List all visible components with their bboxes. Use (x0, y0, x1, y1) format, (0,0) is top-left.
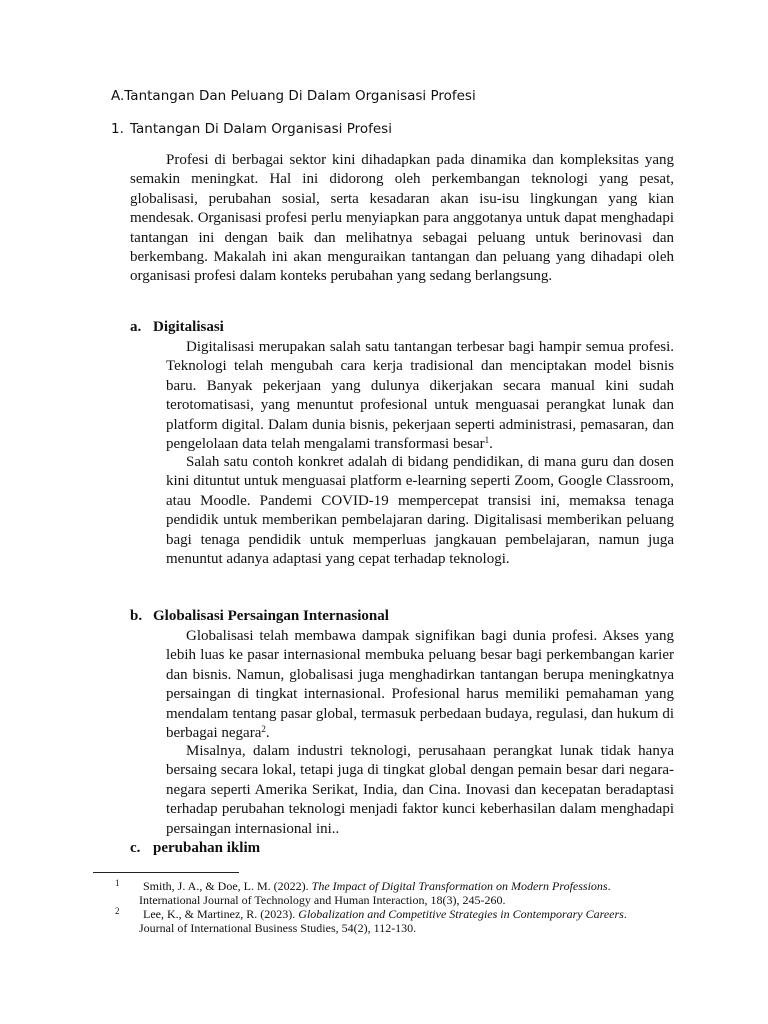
digitalisasi-paragraph-1 (166, 338, 674, 454)
section-number: 1. (111, 121, 124, 137)
subsection-heading-globalisasi (130, 607, 389, 626)
footnote-title: Globalization and Competitive Strategies in Contemporary Careers (298, 907, 624, 921)
footnote-reference[interactable]: 1 (484, 435, 490, 446)
footnote-mark: 1 (115, 878, 120, 888)
intro-paragraph: Profesi di berbagai sektor kini dihadapkan pada dinamika dan kompleksitas yang semakin meningkat. Hal ini didorong oleh perkembangan teknologi yang pesat, globalisasi, perubahan sosial, serta kesadaran akan isu-isu lingkungan yang kian mendesak. Organisasi profesi perlu menyiapkan para anggotanya untuk dapat menghadapi tantangan ini dengan baik dan melihatnya sebagai peluang untuk berinovasi dan berkembang. Makalah ini akan menguraikan tantangan dan peluang yang dihadapi oleh organisasi profesi dalam konteks perubahan yang sedang berlangsung. (130, 152, 674, 285)
footnote-1 (115, 879, 675, 907)
paragraph-text: Digitalisasi merupakan salah satu tantangan terbesar bagi hampir semua profesi. Teknologi telah mengubah cara kerja tradisional dan menciptakan model bisnis baru. Banyak pekerjaan yang dulunya dikerjakan secara manual kini sudah terotomatisasi, yang menuntut profesional untuk menguasai perangkat lunak dan platform digital. Dalam dunia bisnis, pekerjaan seperti administrasi, pemasaran, dan pengelolaan data telah mengalami transformasi besar (166, 339, 674, 453)
paragraph-end: . (489, 436, 493, 453)
subsection-heading-digitalisasi (130, 318, 224, 337)
paragraph-text: Globalisasi telah membawa dampak signifikan bagi dunia profesi. Akses yang lebih luas ke pasar internasional membuka peluang besar bagi perkembangan karier dan bisnis. Namun, globalisasi juga menghadirkan tantangan berupa meningkatnya persaingan di tingkat internasional. Profesional harus memiliki pemahaman yang mendalam tentang pasar global, termasuk perbedaan budaya, regulasi, dan hukum di berbagai negara (166, 628, 674, 742)
globalisasi-paragraph-2: Misalnya, dalam industri teknologi, perusahaan perangkat lunak tidak hanya bersaing secara lokal, tetapi juga di tingkat global dengan pemain besar dari negara-negara seperti Amerika Serikat, India, dan Cina. Inovasi dan kecepatan beradaptasi terhadap perubahan teknologi menjadi faktor kunci keberhasilan dalam menghadapi persaingan internasional ini.. (166, 743, 674, 837)
footnote-2 (115, 907, 675, 935)
footnote-reference[interactable]: 2 (261, 724, 266, 735)
subsection-title: perubahan iklim (153, 840, 261, 856)
footnote-title: The Impact of Digital Transformation on Modern Professions (311, 879, 608, 893)
footnote-source: Journal of International Business Studies, 54(2), 112-130. (139, 921, 417, 935)
footnote-title-end: . (607, 879, 611, 893)
digitalisasi-paragraph-2: Salah satu contoh konkret adalah di bidang pendidikan, di mana guru dan dosen kini dituntut untuk menguasai platform e-learning seperti Zoom, Google Classroom, atau Moodle. Pandemi COVID-19 mempercepat transisi ini, memaksa tenaga pendidik untuk memberikan pembelajaran daring. Digitalisasi memberikan peluang bagi tenaga pendidik untuk memperluas jangkauan pembelajaran, namun juga menuntut adanya adaptasi yang cepat terhadap teknologi. (166, 454, 674, 568)
footnote-authors: Smith, J. A., & Doe, L. M. (2022). (143, 879, 312, 893)
section-title: Tantangan Di Dalam Organisasi Profesi (130, 121, 392, 137)
subsection-heading-perubahan-iklim (130, 839, 260, 858)
footnote-source: International Journal of Technology and Human Interaction, 18(3), 245-260. (139, 893, 506, 907)
subsection-letter: c. (130, 840, 141, 856)
footnote-separator (93, 872, 239, 873)
paragraph-end: . (265, 725, 270, 742)
section-heading (111, 121, 392, 137)
globalisasi-paragraph-1 (166, 627, 674, 743)
footnote-authors: Lee, K., & Martinez, R. (2023). (143, 907, 299, 921)
footnote-mark: 2 (115, 906, 120, 916)
subsection-letter: a. (130, 319, 142, 335)
subsection-title: Globalisasi Persaingan Internasional (153, 608, 389, 624)
subsection-title: Digitalisasi (153, 319, 224, 335)
footnote-title-end: . (623, 907, 627, 921)
subsection-letter: b. (130, 608, 143, 624)
page-heading: A.Tantangan Dan Peluang Di Dalam Organisasi Profesi (111, 88, 476, 104)
